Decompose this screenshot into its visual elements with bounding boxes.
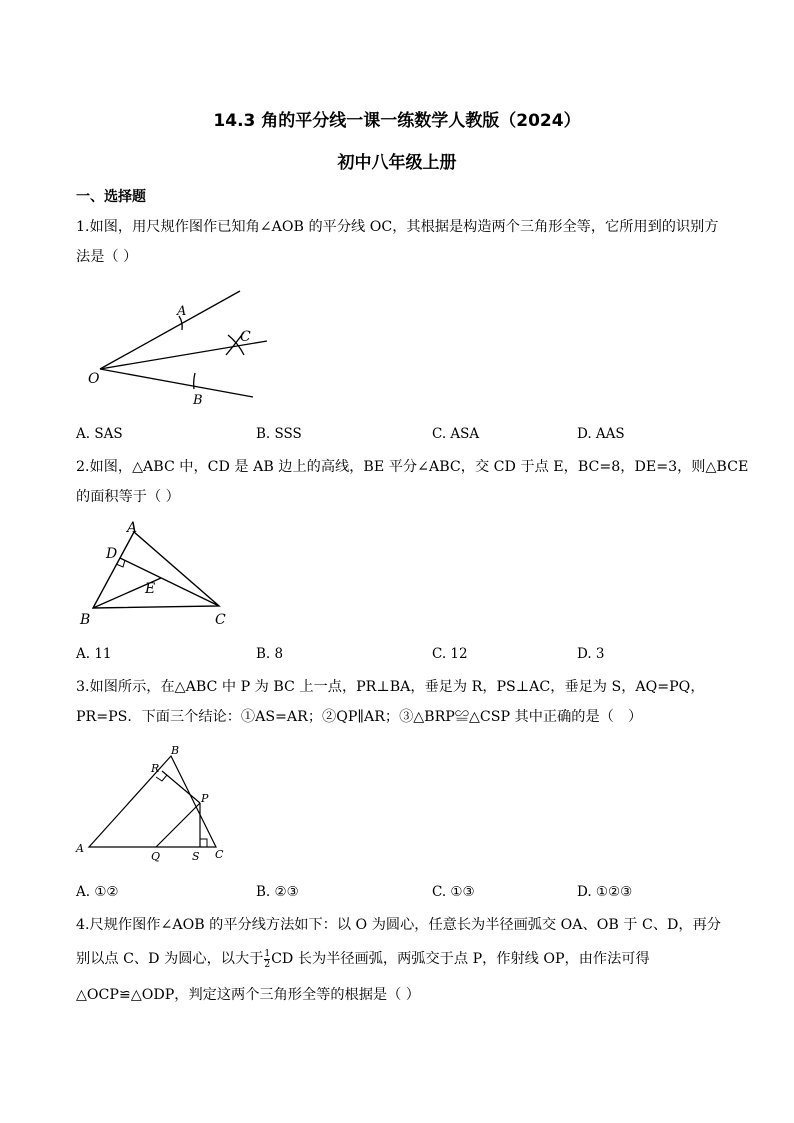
- label-b: B: [80, 612, 91, 628]
- question-3-option-b: B. ②③: [256, 884, 299, 900]
- question-4-text-end: △OCP≌△ODP，判定这两个三角形全等的根据是（ ）: [76, 987, 420, 1003]
- question-2-option-a: A. 11: [76, 646, 112, 662]
- question-2-figure: [80, 518, 240, 630]
- question-1-option-d: D. AAS: [577, 426, 625, 442]
- label-o: O: [88, 371, 100, 387]
- question-2-option-d: D. 3: [577, 646, 605, 662]
- question-3-option-c: C. ①③: [432, 884, 475, 900]
- question-3-option-d: D. ①②③: [577, 884, 633, 900]
- label-r: R: [151, 762, 160, 775]
- question-4-text: 4.尺规作图作∠AOB 的平分线方法如下：以 O 为圆心，任意长为半径画弧交 OA、OB 于 C、D，再分: [76, 917, 721, 933]
- label-p: P: [201, 792, 209, 805]
- label-b: B: [171, 744, 180, 757]
- label-s: S: [192, 850, 200, 863]
- question-1-option-c: C. ASA: [432, 426, 480, 442]
- fraction-denominator: 2: [264, 959, 271, 970]
- question-4-text-part1: 别以点 C、D 为圆心，以大于: [76, 951, 264, 967]
- label-c: C: [215, 612, 226, 628]
- ray-ob: [100, 369, 253, 397]
- label-d: D: [106, 546, 118, 562]
- fraction-one-half: [264, 949, 270, 970]
- question-1-figure: [80, 285, 280, 410]
- question-3-option-a: A. ①②: [76, 884, 119, 900]
- label-a: A: [76, 842, 84, 855]
- label-a: A: [127, 520, 138, 536]
- document-title: 14.3 角的平分线一课一练数学人教版（2024）: [213, 111, 581, 131]
- right-angle-mark-r: [156, 775, 167, 781]
- segment-pq: [156, 803, 200, 847]
- label-c: C: [240, 329, 251, 345]
- label-b: B: [193, 393, 203, 408]
- question-4-text-cont: [76, 944, 726, 974]
- question-4-text-part2: CD 长为半径画弧，两弧交于点 P，作射线 OP，由作法可得: [271, 951, 650, 967]
- question-1-option-b: B. SSS: [256, 426, 302, 442]
- question-2-option-b: B. 8: [256, 646, 284, 662]
- altitude-cd: [120, 558, 219, 606]
- label-e: E: [145, 581, 156, 597]
- question-3-text-cont: PR=PS．下面三个结论：①AS=AR；②QP∥AR；③△BRP≌△CSP 其中正确的是（ ）: [76, 709, 643, 725]
- question-1-option-a: A. SAS: [76, 426, 123, 442]
- label-c: C: [215, 848, 224, 861]
- document-subtitle: 初中八年级上册: [337, 153, 457, 173]
- right-angle-mark-s: [200, 839, 207, 847]
- question-2-text: 2.如图，△ABC 中，CD 是 AB 边上的高线，BE 平分∠ABC，交 CD 于点 E，BC=8，DE=3，则△BCE: [76, 459, 749, 475]
- fraction-numerator: 1: [264, 948, 271, 959]
- question-3-text: 3.如图所示，在△ABC 中 P 为 BC 上一点，PR⊥BA，垂足为 R，PS⊥AC，垂足为 S，AQ=PQ，: [76, 679, 705, 695]
- question-3-figure: [74, 742, 234, 864]
- label-q: Q: [151, 850, 161, 863]
- section-heading: 一、选择题: [76, 189, 146, 205]
- question-1-text-cont: 法是（ ）: [76, 249, 138, 265]
- question-2-option-c: C. 12: [432, 646, 468, 662]
- question-2-text-cont: 的面积等于（ ）: [76, 489, 180, 505]
- question-1-text: 1.如图，用尺规作图作已知角∠AOB 的平分线 OC，其根据是构造两个三角形全等，它所用到的识别方: [76, 219, 719, 235]
- label-a: A: [177, 304, 187, 319]
